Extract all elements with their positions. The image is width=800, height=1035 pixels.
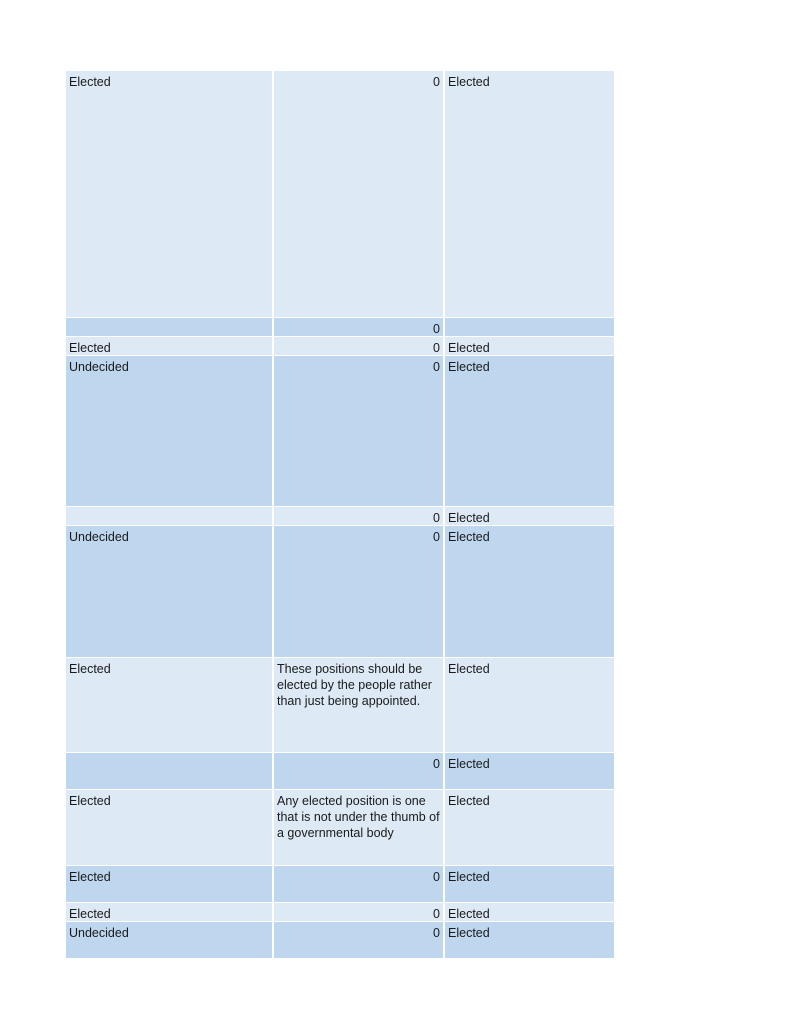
table-cell: 0: [274, 337, 443, 355]
table-cell: Elected: [445, 866, 614, 902]
table-cell: These positions should be elected by the people rather than just being appointed.: [274, 658, 443, 752]
table-row: [66, 658, 614, 752]
table-cell: Elected: [445, 790, 614, 865]
table-cell: 0: [274, 356, 443, 506]
spreadsheet-table: [66, 71, 614, 959]
table-cell: Elected: [445, 658, 614, 752]
table-cell: 0: [274, 507, 443, 525]
table-cell: [66, 753, 272, 789]
table-row: [66, 356, 614, 506]
table-cell: Elected: [445, 356, 614, 506]
table-cell: Elected: [66, 790, 272, 865]
table-cell: Elected: [445, 526, 614, 657]
table-cell: 0: [274, 922, 443, 958]
table-cell: 0: [274, 71, 443, 317]
table-cell: Elected: [445, 507, 614, 525]
table-row: [66, 337, 614, 355]
table-row: [66, 922, 614, 958]
table-row: [66, 790, 614, 865]
table-cell: Any elected position is one that is not under the thumb of a governmental body: [274, 790, 443, 865]
table-cell: Elected: [445, 903, 614, 921]
table-cell: 0: [274, 318, 443, 336]
table-cell: Undecided: [66, 356, 272, 506]
table-row: [66, 318, 614, 336]
table-cell: Elected: [66, 903, 272, 921]
table-row: [66, 526, 614, 657]
table-cell: 0: [274, 903, 443, 921]
table-cell: Undecided: [66, 526, 272, 657]
table-cell: [66, 318, 272, 336]
table-cell: Elected: [66, 337, 272, 355]
table-cell: Elected: [445, 922, 614, 958]
table-cell: 0: [274, 866, 443, 902]
table-cell: Undecided: [66, 922, 272, 958]
table-cell: Elected: [66, 71, 272, 317]
table-cell: 0: [274, 753, 443, 789]
table-row: [66, 71, 614, 317]
table-cell: [66, 507, 272, 525]
table-cell: 0: [274, 526, 443, 657]
table-cell: Elected: [445, 753, 614, 789]
table-cell: Elected: [66, 866, 272, 902]
table-row: [66, 866, 614, 902]
table-cell: Elected: [66, 658, 272, 752]
table-row: [66, 507, 614, 525]
table-cell: [445, 318, 614, 336]
table-cell: Elected: [445, 71, 614, 317]
table-row: [66, 903, 614, 921]
table-row: [66, 753, 614, 789]
table-cell: Elected: [445, 337, 614, 355]
